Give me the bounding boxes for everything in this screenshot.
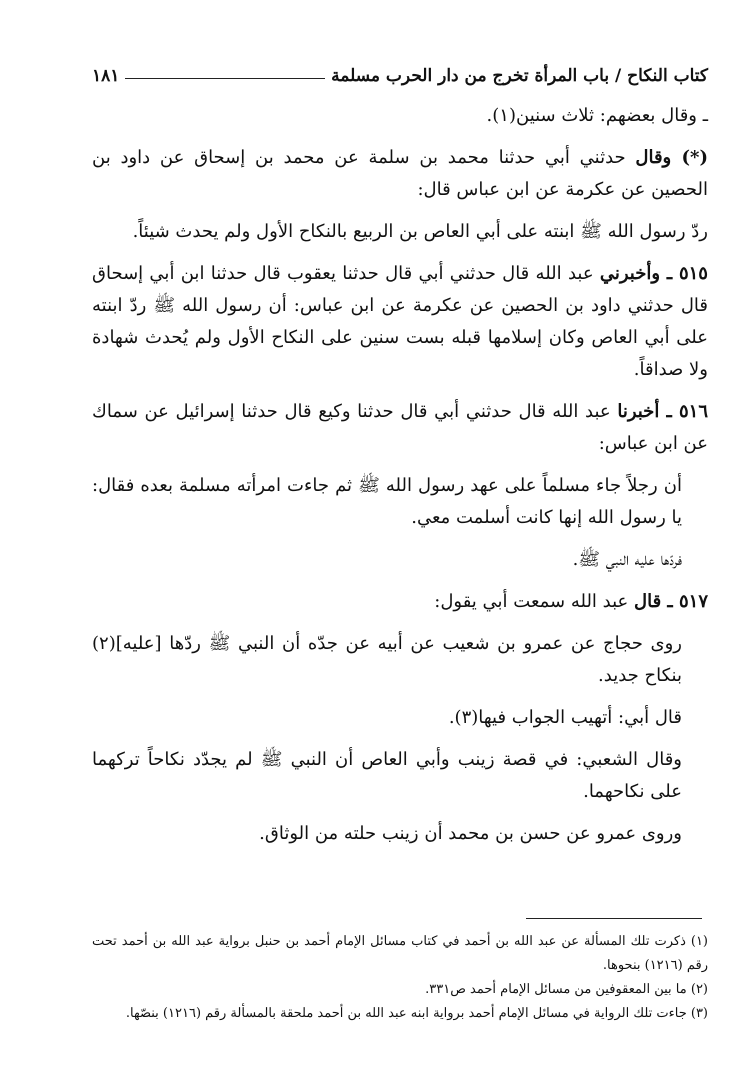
hadith-517-number: ٥١٧ ـ قال — [634, 591, 708, 612]
paragraph-2-lead: (*) وقال — [635, 147, 708, 168]
paragraph-10: قال أبي: أتهيب الجواب فيها(٣). — [448, 707, 682, 728]
paragraph-3: ردّ رسول الله ﷺ ابنته على أبي العاص بن الربيع بالنكاح الأول ولم يحدث شيئاً. — [132, 221, 708, 242]
main-text — [92, 100, 708, 860]
footnote-2: (٢) ما بين المعقوفين من مسائل الإمام أحمد ص٣٣١. — [425, 982, 708, 997]
paragraph-2 — [92, 142, 708, 206]
paragraph-11: وقال الشعبي: في قصة زينب وأبي العاص أن النبي ﷺ لم يجدّد نكاحاً تركهما على نكاحهما. — [92, 749, 682, 802]
hadith-516-number: ٥١٦ ـ أخبرنا — [617, 401, 708, 422]
footnote-separator — [526, 918, 702, 919]
running-header — [92, 58, 708, 86]
paragraph-9: روى حجاج عن عمرو بن شعيب عن أبيه عن جدّه أن النبي ﷺ ردّها [عليه](٢) بنكاح جديد. — [92, 633, 682, 686]
paragraph-6: أن رجلاً جاء مسلماً على عهد رسول الله ﷺ ثم جاءت امرأته مسلمة بعده فقال: يا رسول الله إنها كانت أسلمت معي. — [92, 475, 682, 528]
paragraph-7: فردّها عليه النبي ﷺ. — [572, 549, 682, 570]
hadith-516-text: عبد الله قال حدثني أبي قال حدثنا وكيع قال حدثنا إسرائيل عن سماك عن ابن عباس: — [92, 401, 708, 454]
hadith-517-text: عبد الله سمعت أبي يقول: — [434, 591, 634, 612]
paragraph-4 — [92, 258, 708, 386]
footnote-3: (٣) جاءت تلك الرواية في مسائل الإمام أحمد برواية ابنه عبد الله بن أحمد ملحقة بالمسألة رقم (١٢١٦) بنصّها. — [125, 1006, 708, 1021]
header-rule — [125, 78, 325, 79]
paragraph-5 — [92, 396, 708, 460]
page-number: ١٨١ — [92, 66, 120, 86]
hadith-515-text: عبد الله قال حدثني أبي قال حدثنا يعقوب قال حدثنا ابن أبي إسحاق قال حدثني داود بن الحصين عن عكرمة عن ابن عباس: أن رسول الله ﷺ ردّ ابنته على أبي العاص وكان إسلامها قبله بست سنين على النكاح الأول ولم يُحدث شهادة ولا صداقاً. — [92, 263, 708, 380]
paragraph-8 — [92, 586, 708, 618]
paragraph-12: وروى عمرو عن حسن بن محمد أن زينب حلته من الوثاق. — [259, 823, 682, 844]
footnotes — [92, 930, 708, 1026]
hadith-515-number: ٥١٥ ـ وأخبرني — [599, 263, 708, 284]
paragraph-2-text: حدثني أبي حدثنا محمد بن سلمة عن محمد بن إسحاق عن داود بن الحصين عن عكرمة عن ابن عباس قال: — [92, 147, 708, 200]
paragraph-1: ـ وقال بعضهم: ثلاث سنين(١). — [486, 105, 708, 126]
footnote-1: (١) ذكرت تلك المسألة عن عبد الله بن أحمد في كتاب مسائل الإمام أحمد بن حنبل برواية عبد الله بن أحمد تحت رقم (١٢١٦) بنحوها. — [92, 934, 708, 973]
chapter-title: كتاب النكاح / باب المرأة تخرج من دار الحرب مسلمة — [331, 66, 708, 86]
